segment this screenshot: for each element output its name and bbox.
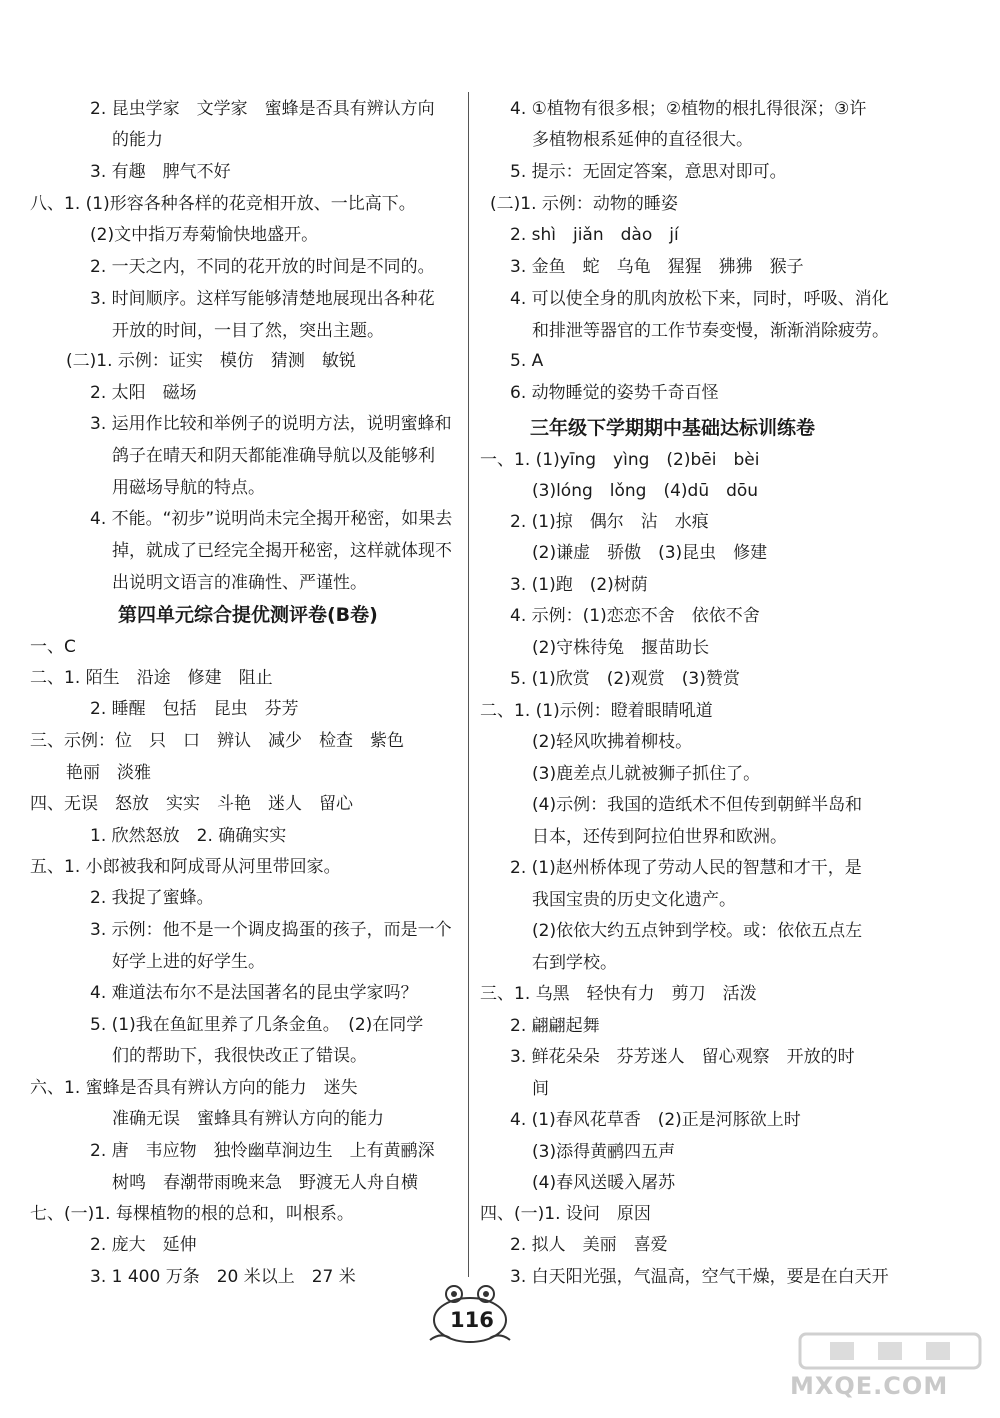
left-answer-line: 3. 1 400 万条 20 米以上 27 米 xyxy=(90,1267,356,1287)
left-answer-line: 1. 欣然怒放 2. 确确实实 xyxy=(90,826,287,846)
right-answer-line: 3. (1)跑 (2)树荫 xyxy=(510,575,648,595)
right-answer-line: 我国宝贵的历史文化遗产。 xyxy=(532,890,736,910)
right-answer-line: 二、1. (1)示例：瞪着眼睛吼道 xyxy=(480,701,713,721)
column-divider xyxy=(468,92,469,1277)
right-answer-line: 一、1. (1)yīng yìng (2)bēi bèi xyxy=(480,450,760,470)
left-answer-line: 开放的时间，一目了然，突出主题。 xyxy=(112,321,384,341)
page-number: 116 xyxy=(450,1308,494,1332)
left-answer-line: 出说明文语言的准确性、严谨性。 xyxy=(112,573,367,593)
right-answer-line: 右到学校。 xyxy=(532,953,617,973)
right-answer-line: 4. 可以使全身的肌肉放松下来，同时，呼吸、消化 xyxy=(510,289,889,309)
left-answer-line: (2)文中指万寿菊愉快地盛开。 xyxy=(90,225,319,245)
right-answer-line: 3. 白天阳光强，气温高，空气干燥，要是在白天开 xyxy=(510,1267,889,1287)
right-answer-line: 2. (1)赵州桥体现了劳动人民的智慧和才干，是 xyxy=(510,858,862,878)
left-answer-line: 六、1. 蜜蜂是否具有辨认方向的能力 迷失 xyxy=(30,1078,358,1098)
left-answer-line: 2. 唐 韦应物 独怜幽草涧边生 上有黄鹂深 xyxy=(90,1141,435,1161)
right-section-title: 三年级下学期期中基础达标训练卷 xyxy=(530,417,816,439)
watermark-logo-icon xyxy=(790,1330,990,1374)
left-answer-line: 八、1. (1)形容各种各样的花竞相开放、一比高下。 xyxy=(30,194,416,214)
right-answer-line: (2)守株待兔 揠苗助长 xyxy=(532,638,710,658)
left-answer-line: 艳丽 淡雅 xyxy=(66,763,151,783)
left-answer-line: 们的帮助下，我很快改正了错误。 xyxy=(112,1046,367,1066)
right-answer-line: 4. (1)春风花草香 (2)正是河豚欲上时 xyxy=(510,1110,801,1130)
left-answer-line: 2. 我捉了蜜蜂。 xyxy=(90,888,214,908)
left-answer-line: 四、无误 怒放 实实 斗艳 迷人 留心 xyxy=(30,794,353,814)
right-answer-line: (4)示例：我国的造纸术不但传到朝鲜半岛和 xyxy=(532,795,863,815)
right-answer-line: (3)添得黄鹂四五声 xyxy=(532,1142,676,1162)
right-answer-line: 5. (1)欣赏 (2)观赏 (3)赞赏 xyxy=(510,669,740,689)
right-answer-line: 3. 金鱼 蛇 乌龟 猩猩 狒狒 猴子 xyxy=(510,257,804,277)
right-answer-line: (4)春风送暖入屠苏 xyxy=(532,1173,676,1193)
left-answer-line: 3. 有趣 脾气不好 xyxy=(90,162,231,182)
left-answer-line: 2. 睡醒 包括 昆虫 芬芳 xyxy=(90,699,299,719)
left-answer-line: 2. 一天之内，不同的花开放的时间是不同的。 xyxy=(90,257,435,277)
left-answer-line: 准确无误 蜜蜂具有辨认方向的能力 xyxy=(112,1109,384,1129)
right-answer-line: 4. 示例：(1)恋恋不舍 依依不舍 xyxy=(510,606,760,626)
right-answer-line: 2. 拟人 美丽 喜爱 xyxy=(510,1235,668,1255)
right-answer-line: (二)1. 示例：动物的睡姿 xyxy=(490,194,678,214)
right-answer-line: (3)lóng lǒng (4)dū dōu xyxy=(532,481,759,501)
left-answer-line: 4. 难道法布尔不是法国著名的昆虫学家吗？ xyxy=(90,983,418,1003)
left-answer-line: 3. 运用作比较和举例子的说明方法，说明蜜蜂和 xyxy=(90,414,452,434)
right-answer-line: 2. shì jiǎn dào jí xyxy=(510,225,679,245)
left-answer-line: 4. 不能。“初步”说明尚未完全揭开秘密，如果去 xyxy=(90,509,453,529)
watermark-text: MXQE.COM xyxy=(790,1372,949,1400)
left-answer-line: 七、(一)1. 每棵植物的根的总和，叫根系。 xyxy=(30,1204,354,1224)
left-answer-line: (二)1. 示例：证实 模仿 猜测 敏锐 xyxy=(66,351,356,371)
watermark xyxy=(790,1330,990,1410)
left-answer-line: 3. 示例：他不是一个调皮捣蛋的孩子，而是一个 xyxy=(90,920,452,940)
right-answer-line: 6. 动物睡觉的姿势千奇百怪 xyxy=(510,383,719,403)
right-answer-line: 三、1. 乌黑 轻快有力 剪刀 活泼 xyxy=(480,984,757,1004)
right-answer-line: 多植物根系延伸的直径很大。 xyxy=(532,130,753,150)
left-answer-line: 3. 时间顺序。这样写能够清楚地展现出各种花 xyxy=(90,289,435,309)
right-answer-line: 四、(一)1. 设问 原因 xyxy=(480,1204,651,1224)
left-answer-line: 掉，就成了已经完全揭开秘密，这样就体现不 xyxy=(112,541,452,561)
left-answer-line: 三、示例：位 只 口 辨认 减少 检查 紫色 xyxy=(30,731,404,751)
right-answer-line: 3. 鲜花朵朵 芬芳迷人 留心观察 开放的时 xyxy=(510,1047,855,1067)
left-answer-line: 用磁场导航的特点。 xyxy=(112,478,265,498)
left-answer-line: 树鸣 春潮带雨晚来急 野渡无人舟自横 xyxy=(112,1173,418,1193)
left-answer-line: 的能力 xyxy=(112,130,163,150)
left-answer-line: 2. 昆虫学家 文学家 蜜蜂是否具有辨认方向 xyxy=(90,99,435,119)
right-answer-line: (2)依依大约五点钟到学校。或：依依五点左 xyxy=(532,921,863,941)
right-answer-line: 间 xyxy=(532,1079,549,1099)
right-answer-line: 2. (1)掠 偶尔 沾 水痕 xyxy=(510,512,709,532)
left-answer-line: 2. 太阳 磁场 xyxy=(90,383,197,403)
right-answer-line: (2)谦虚 骄傲 (3)昆虫 修建 xyxy=(532,543,768,563)
left-answer-line: 一、C xyxy=(30,637,76,657)
right-answer-line: 和排泄等器官的工作节奏变慢，渐渐消除疲劳。 xyxy=(532,321,889,341)
right-answer-line: 2. 翩翩起舞 xyxy=(510,1016,600,1036)
left-section-title: 第四单元综合提优测评卷(B卷) xyxy=(118,604,378,626)
right-answer-line: 5. 提示：无固定答案，意思对即可。 xyxy=(510,162,787,182)
left-answer-line: 好学上进的好学生。 xyxy=(112,952,265,972)
right-answer-line: 5. A xyxy=(510,351,544,371)
right-answer-line: (3)鹿差点儿就被狮子抓住了。 xyxy=(532,764,761,784)
left-answer-line: 五、1. 小郎被我和阿成哥从河里带回家。 xyxy=(30,857,341,877)
left-answer-line: 鸽子在晴天和阴天都能准确导航以及能够利 xyxy=(112,446,435,466)
left-answer-line: 二、1. 陌生 沿途 修建 阻止 xyxy=(30,668,273,688)
right-answer-line: (2)轻风吹拂着柳枝。 xyxy=(532,732,693,752)
right-answer-line: 4. ①植物有很多根；②植物的根扎得很深；③许 xyxy=(510,99,867,119)
left-answer-line: 2. 庞大 延伸 xyxy=(90,1235,197,1255)
right-answer-line: 日本，还传到阿拉伯世界和欧洲。 xyxy=(532,827,787,847)
page-number-badge xyxy=(420,1280,520,1350)
left-answer-line: 5. (1)我在鱼缸里养了几条金鱼。 (2)在同学 xyxy=(90,1015,424,1035)
